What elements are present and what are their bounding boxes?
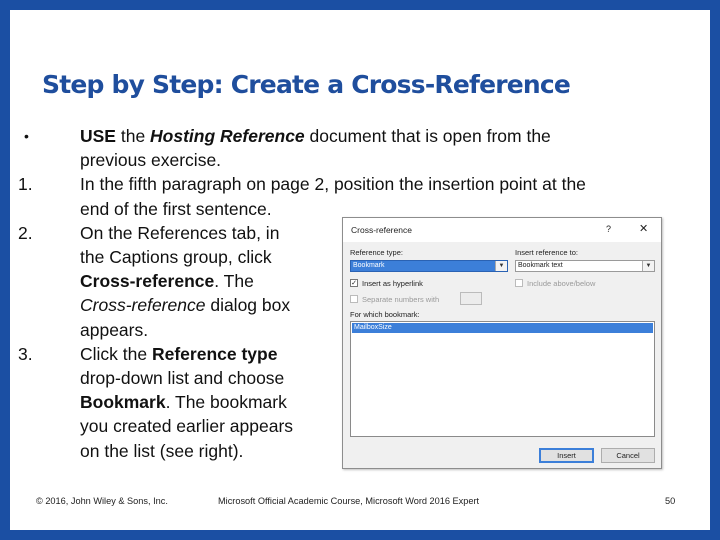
insert-hyperlink-label: Insert as hyperlink [362, 279, 423, 288]
include-above-below-checkbox[interactable] [515, 279, 523, 287]
dialog-title: Cross-reference [351, 225, 412, 235]
step-number: 1. [18, 174, 33, 195]
chevron-down-icon: ▼ [642, 261, 654, 271]
insert-button[interactable]: Insert [539, 448, 594, 463]
reference-type-term: Reference type [151, 343, 278, 364]
cross-reference-dialog [342, 217, 662, 469]
separate-numbers-label: Separate numbers with [362, 295, 440, 304]
bookmark-term: Bookmark [80, 392, 166, 413]
step-3: 3. Click the Reference type drop-down list and choose Bookmark. The bookmark you created earlier appears on the list (see right). [18, 343, 294, 461]
page-number: 50 [665, 496, 676, 506]
document-name: Hosting Reference [150, 126, 305, 146]
slide-title: Step by Step: Create a Cross-Reference [42, 70, 571, 99]
separator-input[interactable] [460, 292, 482, 305]
dialog-titlebar [343, 218, 661, 242]
cancel-button[interactable]: Cancel [601, 448, 655, 463]
insert-hyperlink-checkbox[interactable]: ✓ [351, 280, 357, 287]
reference-type-dropdown[interactable]: Bookmark ▼ [350, 260, 508, 272]
use-keyword: USE [80, 126, 116, 146]
step-number: 3. [18, 343, 33, 364]
help-icon[interactable]: ? [606, 224, 612, 234]
insert-reference-dropdown[interactable]: Bookmark text ▼ [515, 260, 655, 272]
reference-type-label: Reference type: [350, 248, 403, 257]
bullet-use: • USE the Hosting Reference document that is open from the previous exercise. [24, 126, 551, 171]
step-2: 2. On the References tab, in the Captions group, click Cross-reference. The Cross-reference dialog box appears. [18, 222, 291, 340]
for-which-bookmark-label: For which bookmark: [350, 310, 420, 319]
cross-reference-command: Cross-reference [80, 271, 215, 292]
chevron-down-icon: ▼ [495, 261, 507, 271]
include-above-below-label: Include above/below [527, 279, 596, 288]
step-number: 2. [18, 222, 33, 243]
step-1: 1. In the fifth paragraph on page 2, position the insertion point at the end of the first sentence. [18, 174, 586, 219]
close-icon[interactable]: ✕ [639, 223, 649, 235]
insert-reference-label: Insert reference to: [515, 248, 578, 257]
footer-copyright: © 2016, John Wiley & Sons, Inc. [36, 496, 168, 506]
bookmark-list[interactable] [350, 321, 655, 437]
bullet-marker: • [24, 128, 29, 144]
footer-course: Microsoft Official Academic Course, Microsoft Word 2016 Expert [218, 496, 480, 506]
list-item[interactable]: MailboxSize [352, 323, 653, 333]
separate-numbers-checkbox[interactable] [350, 295, 358, 303]
